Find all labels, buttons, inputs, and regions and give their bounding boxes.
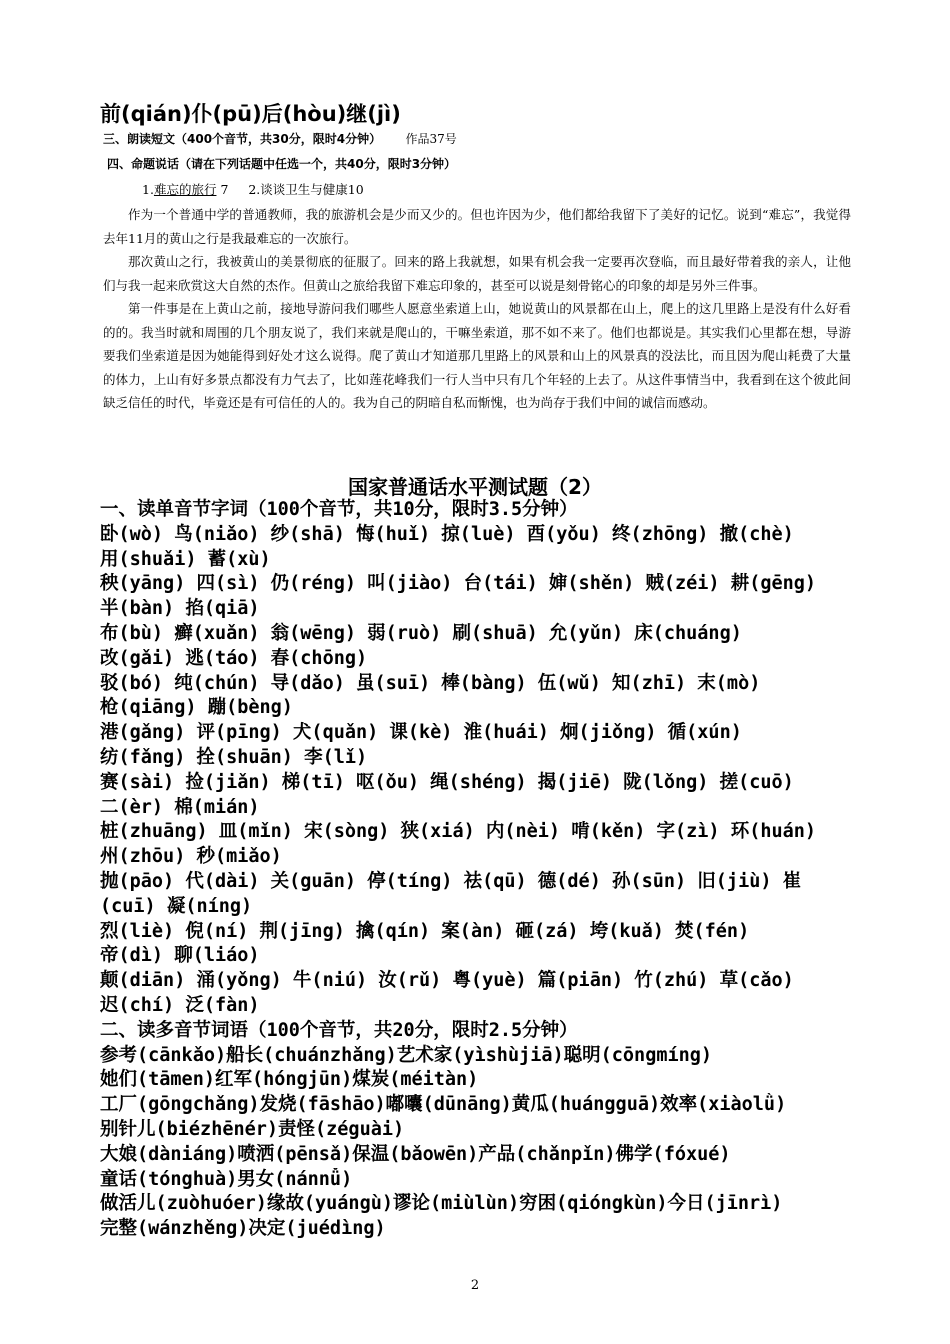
part1-row: 卧(wò) 鸟(niǎo) 纱(shā) 悔(huǐ) 掠(luè) 酉(yǒu) 终(zhōng) 撤(chè) bbox=[100, 523, 794, 545]
part1-row: 抛(pāo) 代(dài) 关(guān) 停(tíng) 祛(qū) 德(dé) 孙(sūn) 旧(jiù) 崔 bbox=[100, 870, 802, 892]
part1-row: 赛(sài) 捡(jiǎn) 梯(tī) 呕(ǒu) 绳(shéng) 揭(jiē) 陇(lǒng) 搓(cuō) bbox=[100, 771, 794, 793]
part1-row: 纺(fǎng) 拴(shuān) 李(lǐ) bbox=[100, 746, 368, 768]
topic1-num: 7 bbox=[220, 182, 229, 197]
part2-row: 她们(tāmen)红军(hóngjūn)煤炭(méitàn) bbox=[100, 1069, 479, 1091]
section3-title: 三、朗读短文（400个音节，共30分，限时4分钟） bbox=[103, 132, 382, 146]
part2-row: 工厂(gōngchǎng)发烧(fāshāo)嘟囔(dūnāng)黄瓜(huángguā)效率(xiàolǜ) bbox=[100, 1094, 787, 1116]
part2-row: 童话(tónghuà)男女(nánnǚ) bbox=[100, 1168, 353, 1190]
part1-row: 驳(bó) 纯(chún) 导(dǎo) 虽(suī) 棒(bàng) 伍(wǔ) 知(zhī) 末(mò) bbox=[100, 672, 761, 694]
part1-row: 改(gǎi) 逃(táo) 春(chōng) bbox=[100, 647, 368, 669]
part1-row: 桩(zhuāng) 皿(mǐn) 宋(sòng) 狭(xiá) 内(nèi) 啃(kěn) 字(zì) 环(huán) bbox=[100, 821, 817, 843]
section3-heading bbox=[103, 130, 457, 147]
essay-paragraph: 第一件事是在上黄山之前，接地导游问我们哪些人愿意坐索道上山，她说黄山的风景都在山上，爬上的这几里路上是没有什么好看的的。我当时就和周围的几个朋友说了，我们来就是爬山的，干嘛坐索道，那不如不来了。他们也都说是。其实我们心里都在想，导游要我们坐索道是因为她能得到好处才这么说得。爬了黄山才知道那几里路上的风景和山上的风景真的没法比，而且因为爬山耗费了大量的体力，上山有好多景点都没有力气去了，比如莲花峰我们一行人当中只有几个年轻的上去了。从这件事情当中，我看到在这个彼此间缺乏信任的时代，毕竟还是有可信任的人的。我为自己的阴暗自私而惭愧，也为尚存于我们中间的诚信而感动。 bbox=[103, 301, 851, 410]
test-title: 国家普通话水平测试题（2） bbox=[348, 475, 602, 499]
part2-row: 做活儿(zuòhuóer)缘故(yuángù)谬论(miùlùn)穷困(qióngkùn)今日(jīnrì) bbox=[100, 1193, 783, 1215]
part2-row: 大娘(dàniáng)喷洒(pēnsǎ)保温(bǎowēn)产品(chǎnpǐn)佛学(fóxué) bbox=[100, 1143, 731, 1165]
topic1-label: 1. bbox=[142, 182, 154, 197]
part1-row: 二(èr) 棉(mián) bbox=[100, 796, 260, 818]
section3-work: 作品37号 bbox=[405, 132, 457, 146]
part1-row: 烈(liè) 倪(ní) 荆(jīng) 擒(qín) 案(àn) 砸(zá) 垮(kuǎ) 焚(fén) bbox=[100, 920, 750, 942]
part1-row: 港(gǎng) 评(pīng) 犬(quǎn) 课(kè) 淮(huái) 炯(jiǒng) 循(xún) bbox=[100, 722, 742, 744]
part2-row: 别针儿(biézhēnér)责怪(zéguài) bbox=[100, 1118, 405, 1140]
part1-row: 迟(chí) 泛(fàn) bbox=[100, 994, 260, 1016]
part1-row: 秧(yāng) 四(sì) 仍(réng) 叫(jiào) 台(tái) 婶(shěn) 贼(zéi) 耕(gēng) bbox=[100, 573, 817, 595]
topic1-text: 难忘的旅行 bbox=[153, 182, 217, 197]
topic-list bbox=[142, 180, 364, 198]
essay-paragraph: 作为一个普通中学的普通教师，我的旅游机会是少而又少的。但也许因为少，他们都给我留下了美好的记忆。说到“难忘”，我觉得去年11月的黄山之行是我最难忘的一次旅行。 bbox=[103, 207, 851, 246]
part2-title: 二、读多音节词语（100个音节，共20分，限时2.5分钟） bbox=[100, 1019, 578, 1041]
part1-block bbox=[100, 498, 852, 1242]
idiom-line: 前(qián)仆(pū)后(hòu)继(jì) bbox=[100, 102, 401, 126]
essay-paragraph: 那次黄山之行，我被黄山的美景彻底的征服了。回来的路上我就想，如果有机会我一定要再次登临，而且最好带着我的亲人，让他们与我一起来欣赏这大自然的杰作。但黄山之旅给我留下难忘印象的，甚至可以说是刻骨铭心的印象的却是另外三件事。 bbox=[103, 254, 851, 293]
section4-title: 四、命题说话（请在下列话题中任选一个，共40分，限时3分钟） bbox=[107, 157, 457, 171]
part1-row: 用(shuǎi) 蓄(xù) bbox=[100, 548, 271, 570]
part1-title: 一、读单音节字词（100个音节，共10分，限时3.5分钟） bbox=[100, 499, 578, 520]
part1-row: 半(bàn) 掐(qiā) bbox=[100, 598, 260, 620]
part2-row: 完整(wánzhěng)决定(juédìng) bbox=[100, 1218, 386, 1240]
part2-row: 参考(cānkǎo)船长(chuánzhǎng)艺术家(yìshùjiā)聪明(cōngmíng) bbox=[100, 1044, 713, 1066]
part1-row: 颠(diān) 涌(yǒng) 牛(niú) 汝(rǔ) 粤(yuè) 篇(piān) 竹(zhú) 草(cǎo) bbox=[100, 970, 794, 992]
part1-row: (cuī) 凝(níng) bbox=[100, 895, 253, 917]
page-number: 2 bbox=[470, 1278, 480, 1293]
part1-row: 州(zhōu) 秒(miǎo) bbox=[100, 846, 282, 868]
essay-text bbox=[103, 203, 851, 415]
part1-row: 枪(qiāng) 蹦(bèng) bbox=[100, 697, 293, 719]
part1-row: 布(bù) 癣(xuǎn) 翁(wēng) 弱(ruò) 刷(shuā) 允(yǔn) 床(chuáng) bbox=[100, 622, 742, 644]
topic2: 2.谈谈卫生与健康10 bbox=[248, 182, 364, 197]
part1-row: 帝(dì) 聊(liáo) bbox=[100, 945, 260, 967]
